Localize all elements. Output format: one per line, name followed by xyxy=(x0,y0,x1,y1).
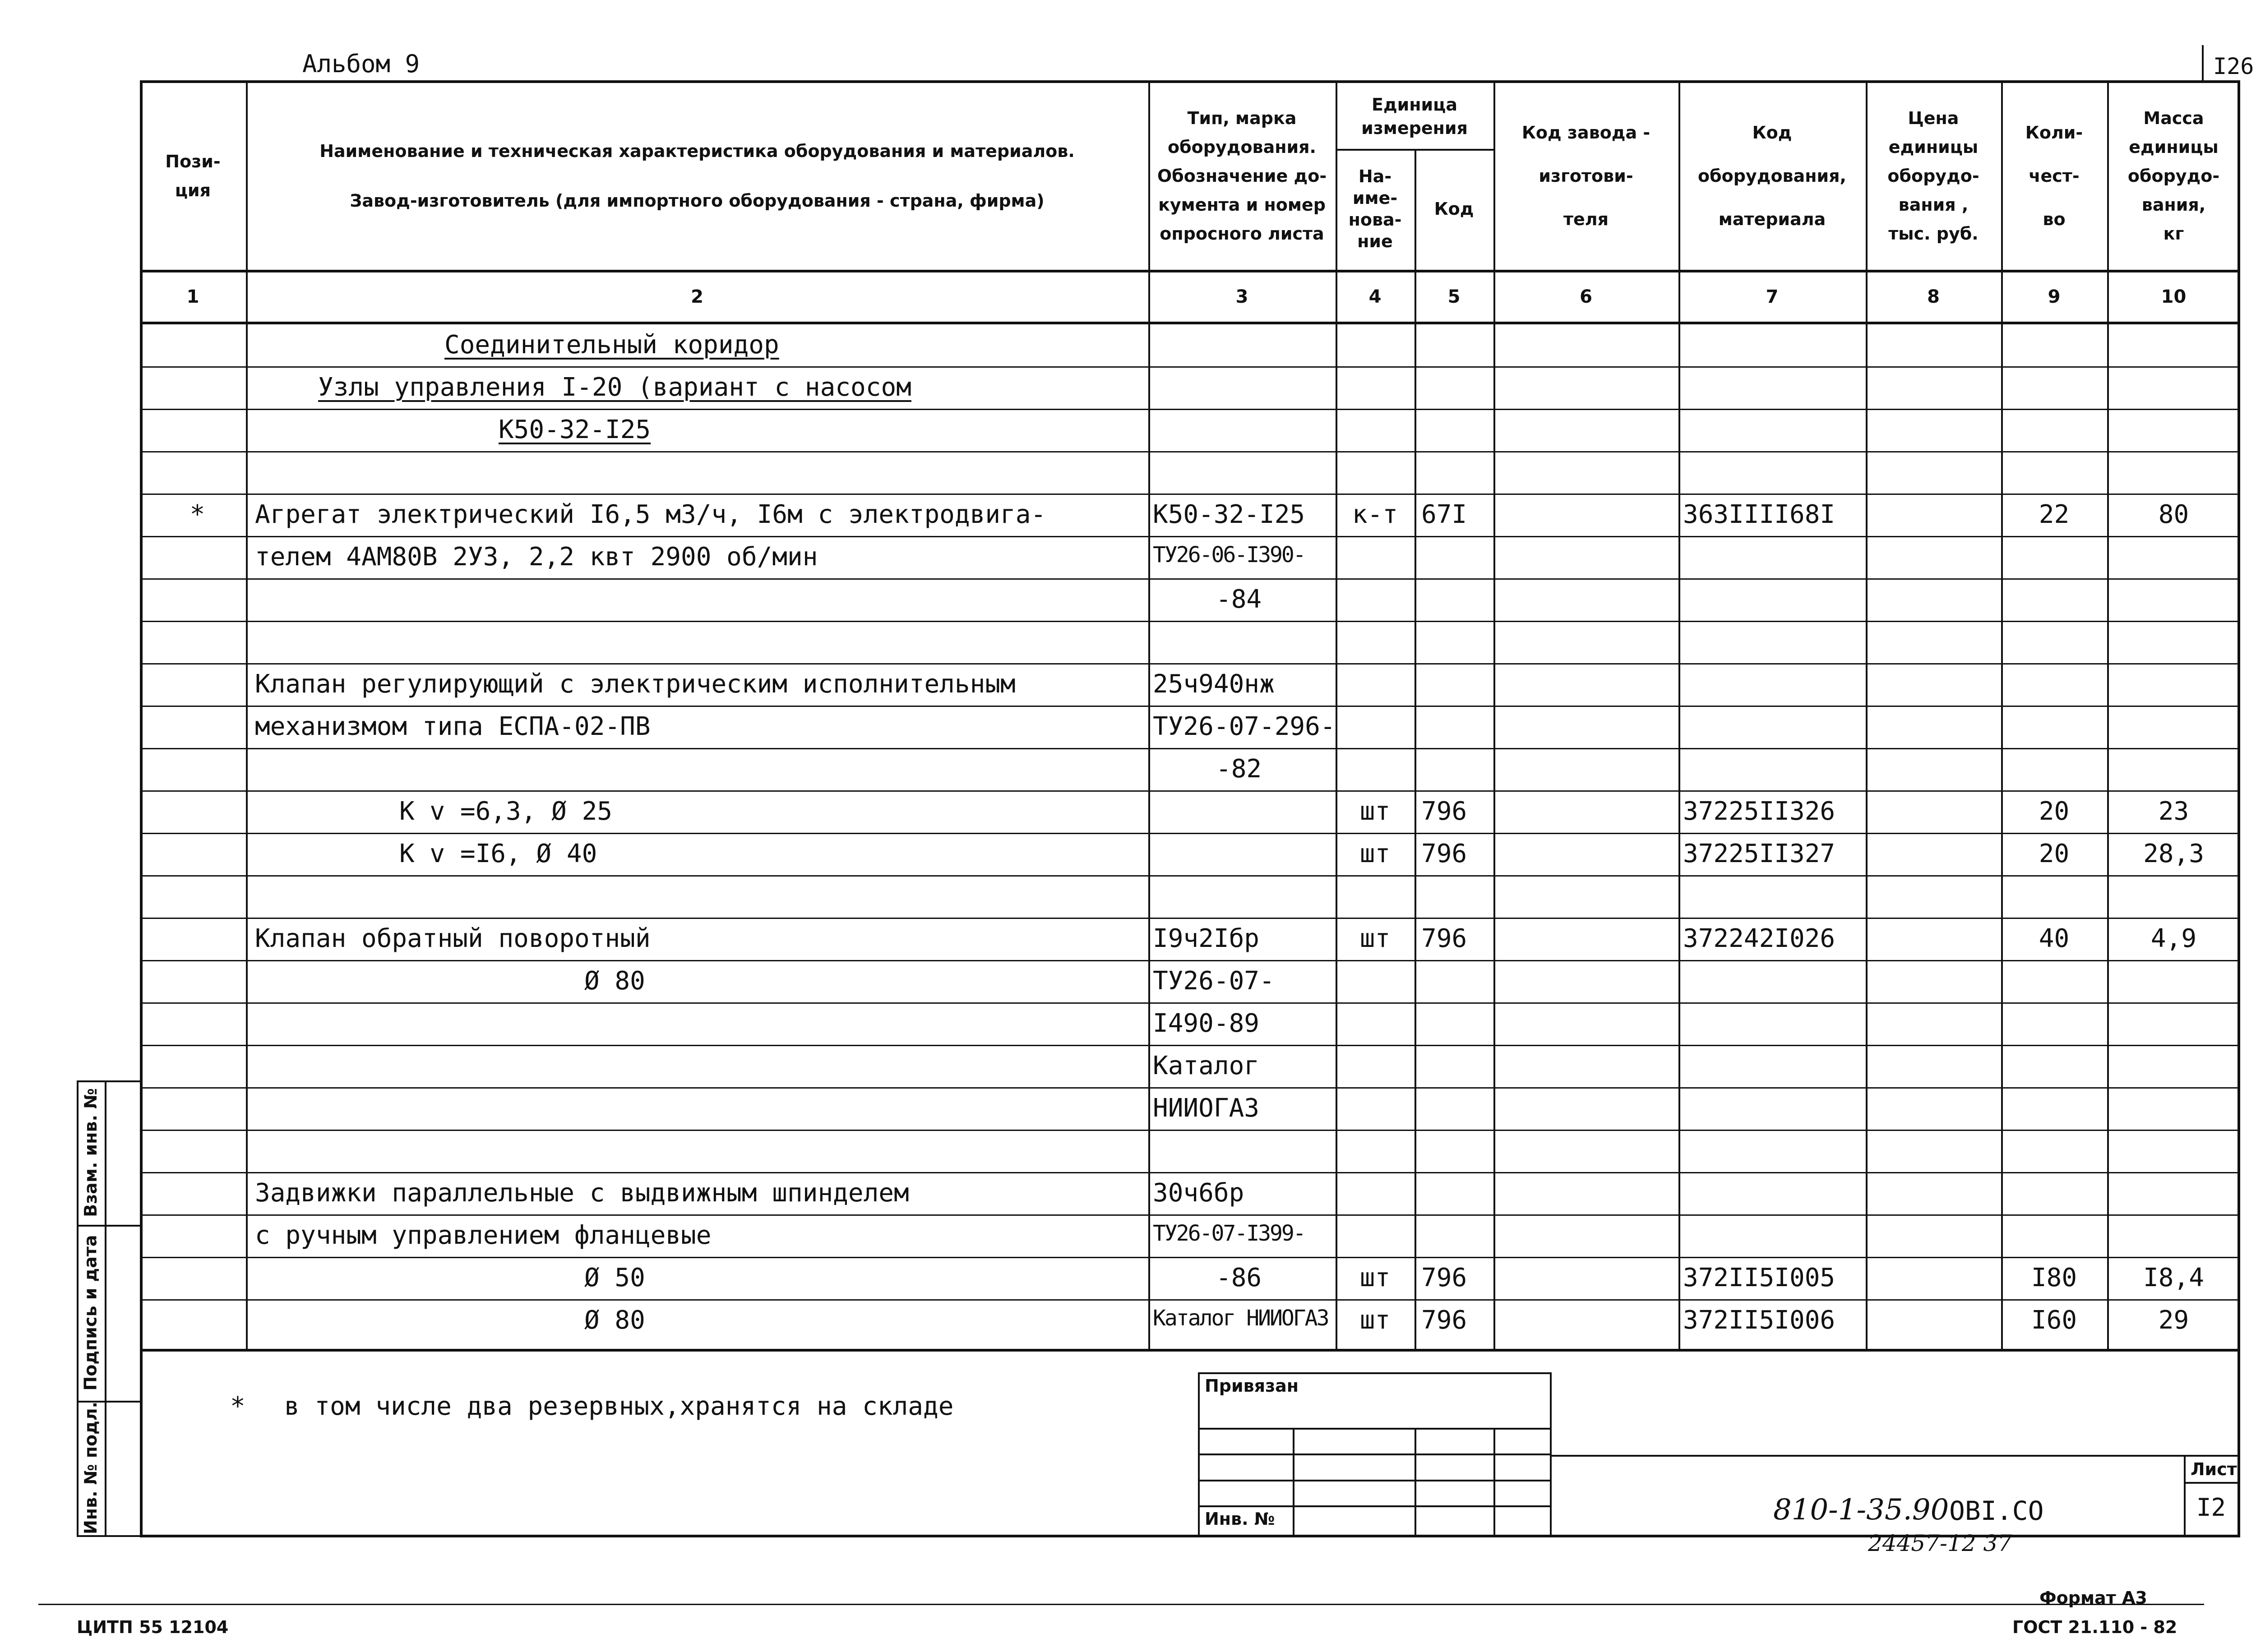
colnum-7: 7 xyxy=(1766,286,1779,307)
colnum-6: 6 xyxy=(1580,286,1592,307)
row-rule xyxy=(140,1045,2240,1046)
stamp-line-4 xyxy=(1198,1505,1550,1507)
cell-name: телем 4АМ80В 2УЗ, 2,2 квт 2900 об/мин xyxy=(255,542,818,572)
cell-name: Ø 50 xyxy=(584,1263,645,1292)
cell-type: ТУ26-06-I390- xyxy=(1153,542,1305,568)
cell-code: 796 xyxy=(1421,839,1467,868)
cell-type: I490-89 xyxy=(1153,1009,1260,1038)
stamp-line-3 xyxy=(1198,1480,1550,1481)
page-number-box-left xyxy=(2202,45,2204,81)
header-price: Цена единицы оборудо- вания , тыс. руб. xyxy=(1887,108,1979,244)
col-line-1 xyxy=(246,80,248,1350)
colnum-2: 2 xyxy=(691,286,703,307)
cell-code: 67I xyxy=(1421,500,1467,529)
stamp-line-2 xyxy=(1198,1454,1550,1455)
footnote-text: в том числе два резервных,хранятся на складе xyxy=(284,1392,954,1421)
cell-type: К50-32-I25 xyxy=(1153,500,1305,529)
doc-code: 810-1-35.90 xyxy=(1773,1493,1949,1527)
side-bottom xyxy=(77,1535,140,1537)
row-rule xyxy=(140,1214,2240,1216)
header-position: Пози- ция xyxy=(165,152,221,200)
header-unit-code: Код xyxy=(1434,198,1474,219)
cell-qty: I80 xyxy=(2031,1263,2077,1292)
cell-unit: шт xyxy=(1359,1306,1391,1335)
cell-name: К v =6,3, Ø 25 xyxy=(399,797,613,826)
col-line-4 xyxy=(1415,149,1416,1350)
header-unit: Единица измерения xyxy=(1361,94,1468,138)
cell-type: -86 xyxy=(1216,1263,1262,1292)
bottom-rule xyxy=(38,1604,2204,1605)
doc-suffix: OBI.CO xyxy=(1949,1495,2044,1526)
row-rule xyxy=(140,1130,2240,1131)
stamp-col-1 xyxy=(1293,1428,1294,1535)
colnum-5: 5 xyxy=(1447,286,1461,307)
bottom-left-code: ЦИТП 55 12104 xyxy=(77,1617,229,1637)
cell-equip-code: 372II5I006 xyxy=(1683,1306,1835,1335)
row-rule xyxy=(140,409,2240,410)
cell-type: -84 xyxy=(1216,585,1262,614)
cell-type: -82 xyxy=(1216,754,1262,784)
row-rule xyxy=(140,833,2240,834)
row-rule xyxy=(140,1002,2240,1004)
colnum-9: 9 xyxy=(2048,286,2061,307)
sheet-label: Лист xyxy=(2191,1459,2237,1479)
row-rule xyxy=(140,451,2240,452)
cell-name: Задвижки параллельные с выдвижным шпинделем xyxy=(255,1178,909,1208)
cell-code: 796 xyxy=(1421,924,1467,953)
cell-mass: 80 xyxy=(2158,500,2189,529)
side-label-podpis: Подпись и дата xyxy=(81,1235,101,1391)
cell-type: ТУ26-07-296- xyxy=(1153,712,1336,741)
col-line-3 xyxy=(1336,80,1337,1350)
row-rule xyxy=(140,663,2240,664)
cell-equip-code: 37225II326 xyxy=(1683,797,1835,826)
sheet-box-split xyxy=(2184,1482,2240,1484)
format-label: Формат А3 xyxy=(2039,1588,2147,1608)
cell-qty: 22 xyxy=(2039,500,2070,529)
row-rule xyxy=(140,366,2240,368)
cell-type: ТУ26-07- xyxy=(1153,966,1275,996)
row-rule xyxy=(140,536,2240,537)
col-line-6 xyxy=(1678,80,1680,1350)
row-rule xyxy=(140,1257,2240,1258)
cell-equip-code: 372II5I005 xyxy=(1683,1263,1835,1292)
cell-unit: шт xyxy=(1359,1263,1391,1292)
sheet-box-left xyxy=(2184,1455,2186,1536)
header-factory-code: Код завода - изготови- теля xyxy=(1521,123,1650,229)
cell-qty: 20 xyxy=(2039,797,2070,826)
rule-table-bottom xyxy=(140,1349,2240,1352)
gost-label: ГОСТ 21.110 - 82 xyxy=(2012,1617,2177,1637)
stamp-privyazan: Привязан xyxy=(1205,1376,1299,1396)
cell-name: Агрегат электрический I6,5 м3/ч, I6м с электродвига- xyxy=(255,500,1046,529)
cell-type: Каталог НИИОГАЗ xyxy=(1153,1306,1328,1331)
cell-code: 796 xyxy=(1421,797,1467,826)
col-line-5 xyxy=(1493,80,1495,1350)
header-name: Наименование и техническая характеристика оборудования и материалов. Завод-изготовитель (для импортного оборудования - страна, фирма) xyxy=(319,141,1075,211)
cell-unit: шт xyxy=(1359,839,1391,868)
stamp-top xyxy=(1198,1372,1550,1374)
header-unit-name: На- име- нова- ние xyxy=(1348,166,1402,251)
cell-type: 30ч6бр xyxy=(1153,1178,1244,1208)
row-rule xyxy=(140,960,2240,961)
cell-mass: 23 xyxy=(2158,797,2189,826)
handwritten-number: 24457-12 37 xyxy=(1868,1530,2012,1556)
cell-type: ТУ26-07-I399- xyxy=(1153,1221,1305,1246)
row-rule xyxy=(140,621,2240,622)
header-quantity: Коли- чест- во xyxy=(2025,123,2083,229)
colnum-1: 1 xyxy=(186,286,199,307)
cell-name: К50-32-I25 xyxy=(499,415,651,444)
header-equipment-code: Код оборудования, материала xyxy=(1698,123,1846,229)
cell-equip-code: 37225II327 xyxy=(1683,839,1835,868)
cell-qty: I60 xyxy=(2031,1306,2077,1335)
cell-mass: 28,3 xyxy=(2143,839,2204,868)
stamp-col-2 xyxy=(1415,1428,1416,1535)
cell-type: НИИОГАЗ xyxy=(1153,1094,1260,1123)
rule-colnum-bottom xyxy=(140,322,2240,324)
cell-mass: I8,4 xyxy=(2143,1263,2204,1292)
colnum-10: 10 xyxy=(2161,286,2187,307)
cell-qty: 20 xyxy=(2039,839,2070,868)
cell-name: Узлы управления I-20 (вариант с насосом xyxy=(318,373,911,402)
sheet-number: I2 xyxy=(2196,1493,2226,1522)
cell-type: 25ч940нж xyxy=(1153,669,1275,699)
row-rule xyxy=(140,875,2240,877)
cell-pos: * xyxy=(190,500,205,529)
row-rule xyxy=(140,918,2240,919)
side-label-vzam: Взам. инв. № xyxy=(81,1088,101,1217)
cell-unit: шт xyxy=(1359,797,1391,826)
cell-code: 796 xyxy=(1421,1306,1467,1335)
colnum-3: 3 xyxy=(1235,286,1248,307)
col-line-7 xyxy=(1866,80,1868,1350)
stamp-right xyxy=(1550,1372,1552,1535)
side-mid xyxy=(105,1080,106,1536)
cell-unit: шт xyxy=(1359,924,1391,953)
cell-name: Ø 80 xyxy=(584,1306,645,1335)
col-line-8 xyxy=(2001,80,2003,1350)
colnum-8: 8 xyxy=(1927,286,1940,307)
cell-mass: 4,9 xyxy=(2150,924,2197,953)
row-rule xyxy=(140,790,2240,792)
cell-type: Каталог xyxy=(1153,1051,1260,1080)
row-rule xyxy=(140,748,2240,749)
cell-equip-code: 363IIII68I xyxy=(1683,500,1835,529)
stamp-col-3 xyxy=(1493,1428,1495,1535)
top-page-number: I26 xyxy=(2213,53,2254,79)
row-rule xyxy=(140,706,2240,707)
row-rule xyxy=(140,578,2240,580)
header-mass: Масса единицы оборудо- вания, кг xyxy=(2127,108,2220,244)
footnote-mark: * xyxy=(230,1392,245,1421)
row-rule xyxy=(140,1172,2240,1173)
cell-code: 796 xyxy=(1421,1263,1467,1292)
cell-qty: 40 xyxy=(2039,924,2070,953)
stamp-inv-label: Инв. № xyxy=(1205,1509,1275,1529)
col-line-2 xyxy=(1148,80,1150,1350)
stamp-line-1 xyxy=(1198,1428,1550,1430)
side-label-inv: Инв. № подл. xyxy=(81,1401,101,1535)
col-line-9 xyxy=(2107,80,2109,1350)
cell-type: I9ч2Iбр xyxy=(1153,924,1260,953)
row-rule xyxy=(140,494,2240,495)
row-rule xyxy=(140,1087,2240,1089)
row-rule xyxy=(140,1299,2240,1301)
album-title: Альбом 9 xyxy=(302,50,420,78)
cell-equip-code: 372242I026 xyxy=(1683,924,1835,953)
cell-name: Ø 80 xyxy=(584,966,645,996)
cell-name: Соединительный коридор xyxy=(444,330,779,360)
cell-name: с ручным управлением фланцевые xyxy=(255,1221,712,1250)
colnum-4: 4 xyxy=(1368,286,1382,307)
cell-unit: к-т xyxy=(1352,500,1398,529)
cell-name: Клапан регулирующий с электрическим исполнительным xyxy=(255,669,1016,699)
rule-header-bottom xyxy=(140,270,2240,272)
cell-name: механизмом типа ЕСПА-02-ПВ xyxy=(255,712,651,741)
cell-name: К v =I6, Ø 40 xyxy=(399,839,597,868)
header-type: Тип, марка оборудования. Обозначение до- кумента и номер опросного листа xyxy=(1157,108,1327,244)
cell-name: Клапан обратный поворотный xyxy=(255,924,651,953)
cell-mass: 29 xyxy=(2158,1306,2189,1335)
stamp-main-top xyxy=(1550,1455,2240,1457)
